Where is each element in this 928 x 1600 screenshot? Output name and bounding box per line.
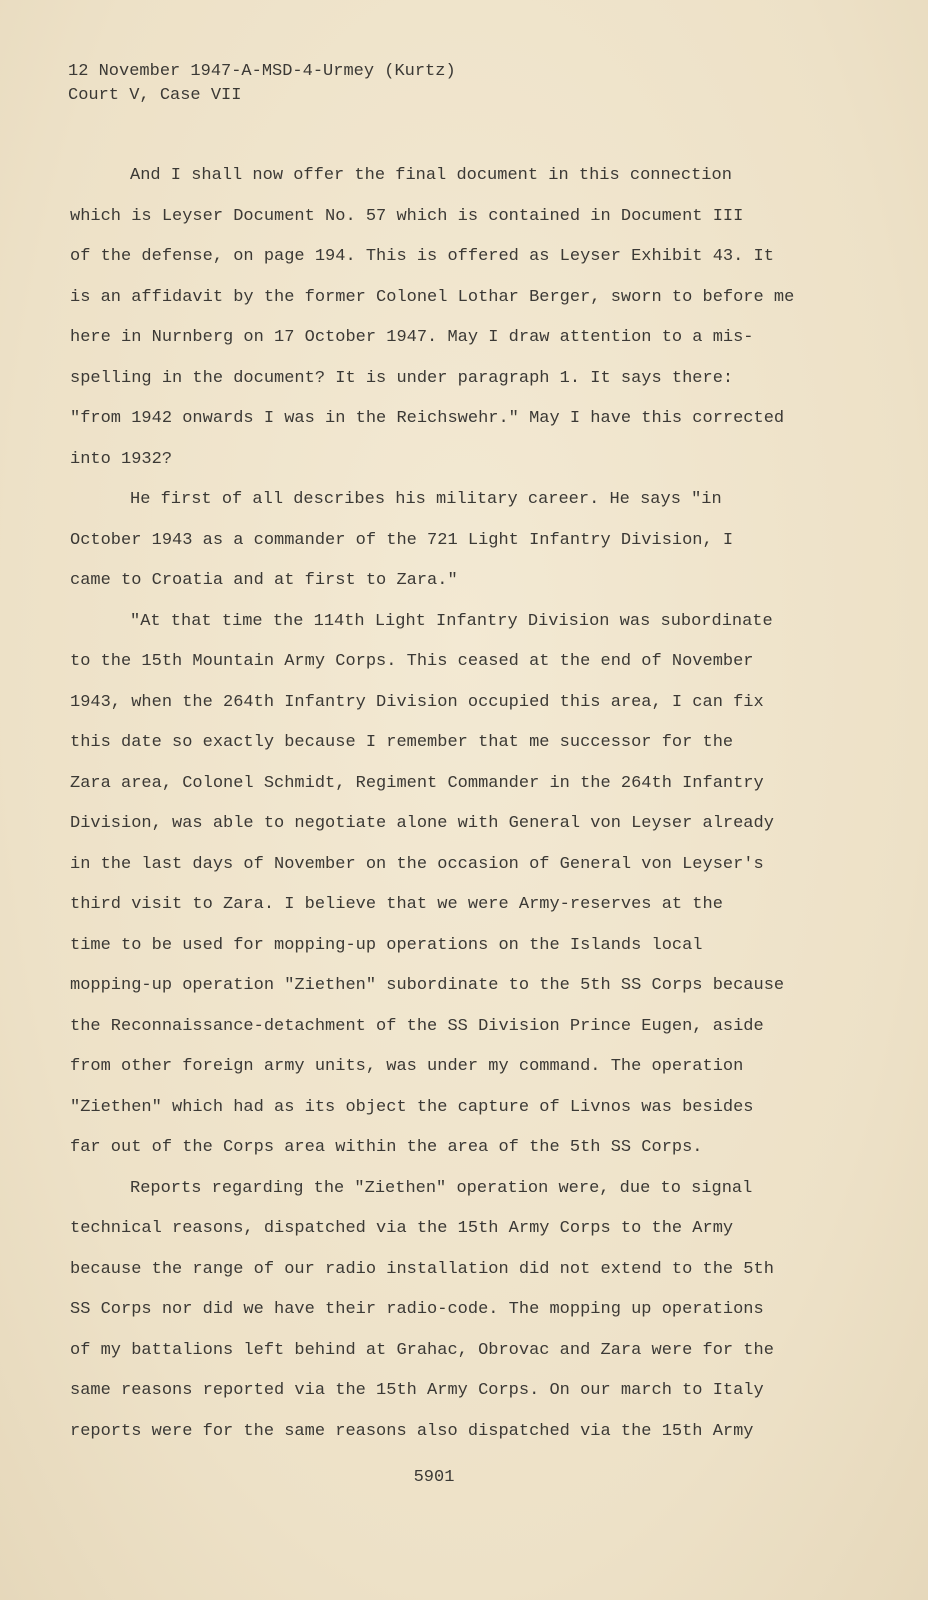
header-court-line: Court V, Case VII bbox=[68, 86, 242, 105]
text-line: "At that time the 114th Light Infantry Division was subordinate bbox=[130, 611, 773, 631]
text-line: in the last days of November on the occasion of General von Leyser's bbox=[70, 854, 764, 874]
text-line: "from 1942 onwards I was in the Reichswehr." May I have this corrected bbox=[70, 409, 785, 428]
text-line: "Ziethen" which had as its object the capture of Livnos was besides bbox=[70, 1097, 754, 1117]
text-line: same reasons reported via the 15th Army Corps. On our march to Italy bbox=[70, 1381, 764, 1400]
text-line: which is Leyser Document No. 57 which is contained in Document III bbox=[70, 206, 744, 226]
text-line: here in Nurnberg on 17 October 1947. May I draw attention to a mis- bbox=[70, 328, 754, 347]
text-line: And I shall now offer the final document in this connection bbox=[130, 166, 732, 185]
text-line: this date so exactly because I remember that me successor for the bbox=[70, 733, 734, 752]
text-line: far out of the Corps area within the area of the 5th SS Corps. bbox=[70, 1138, 703, 1157]
text-line: came to Croatia and at first to Zara." bbox=[70, 571, 458, 590]
text-line: October 1943 as a commander of the 721 Light Infantry Division, I bbox=[70, 530, 734, 550]
text-line: third visit to Zara. I believe that we were Army-reserves at the bbox=[70, 895, 723, 914]
text-line: mopping-up operation "Ziethen" subordinate to the 5th SS Corps because bbox=[70, 976, 785, 995]
document-header bbox=[68, 60, 928, 108]
text-line: Division, was able to negotiate alone with General von Leyser already bbox=[70, 814, 774, 833]
text-line: time to be used for mopping-up operations on the Islands local bbox=[70, 935, 703, 955]
text-line: SS Corps nor did we have their radio-code. The mopping up operations bbox=[70, 1300, 764, 1319]
text-line: to the 15th Mountain Army Corps. This ceased at the end of November bbox=[70, 652, 754, 671]
text-line: 1943, when the 264th Infantry Division occupied this area, I can fix bbox=[70, 692, 764, 712]
text-line: from other foreign army units, was under my command. The operation bbox=[70, 1057, 744, 1076]
text-line: is an affidavit by the former Colonel Lothar Berger, sworn to before me bbox=[70, 287, 795, 307]
text-line: into 1932? bbox=[70, 449, 173, 469]
text-line: Reports regarding the "Ziethen" operation were, due to signal bbox=[130, 1178, 753, 1198]
text-line: He first of all describes his military career. He says "in bbox=[130, 490, 722, 509]
document-body bbox=[70, 166, 890, 1462]
text-line: of the defense, on page 194. This is offered as Leyser Exhibit 43. It bbox=[70, 247, 774, 266]
header-date-line: 12 November 1947-A-MSD-4-Urmey (Kurtz) bbox=[68, 62, 456, 81]
text-line: spelling in the document? It is under paragraph 1. It says there: bbox=[70, 368, 734, 388]
text-line: technical reasons, dispatched via the 15th Army Corps to the Army bbox=[70, 1219, 734, 1238]
text-line: Zara area, Colonel Schmidt, Regiment Commander in the 264th Infantry bbox=[70, 773, 764, 793]
text-line: because the range of our radio installation did not extend to the 5th bbox=[70, 1259, 774, 1279]
text-line: reports were for the same reasons also dispatched via the 15th Army bbox=[70, 1421, 754, 1441]
text-line: of my battalions left behind at Grahac, Obrovac and Zara were for the bbox=[70, 1340, 774, 1360]
text-line: the Reconnaissance-detachment of the SS Division Prince Eugen, aside bbox=[70, 1016, 764, 1036]
page-number: 5901 bbox=[413, 1468, 455, 1487]
